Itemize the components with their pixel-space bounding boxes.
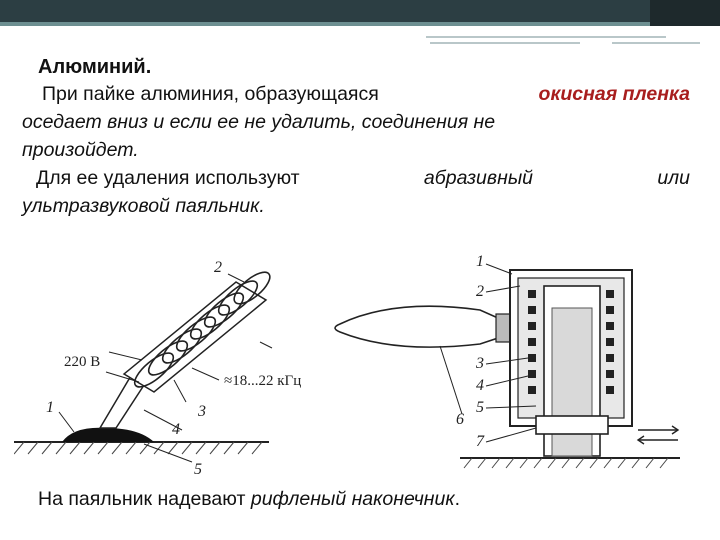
- abrasive-iron-figure: [300, 246, 690, 476]
- part-label-r3: 3: [476, 355, 484, 372]
- slide-title: Алюминий.: [38, 56, 152, 78]
- part-label-3: 3: [198, 403, 206, 420]
- part-label-r7: 7: [476, 433, 484, 450]
- solder-drop: [62, 428, 154, 442]
- tip-flange: [536, 416, 608, 434]
- body-text: [22, 80, 690, 220]
- surface-hatching-right: [464, 458, 668, 468]
- header-corner-block: [650, 0, 720, 26]
- part-label-r2: 2: [476, 283, 484, 300]
- part-label-r6: 6: [456, 411, 464, 428]
- paragraph1-line3: произойдет.: [22, 139, 139, 161]
- paragraph1-lead: При пайке алюминия, образующаяся: [42, 83, 379, 105]
- caption-term: рифленый наконечник: [250, 488, 455, 510]
- part-label-r5: 5: [476, 399, 484, 416]
- paragraph2-term: абразивный: [423, 167, 534, 189]
- part-label-r1: 1: [476, 253, 484, 270]
- frequency-label: ≈18...22 кГц: [224, 373, 302, 389]
- decorative-line: [430, 42, 580, 44]
- header-bar: [0, 0, 720, 22]
- caption: [38, 488, 460, 511]
- highlight-term: окисная пленка: [538, 83, 690, 105]
- caption-lead: На паяльник надевают: [38, 488, 246, 510]
- decorative-line: [426, 36, 666, 38]
- part-label-2: 2: [214, 259, 222, 276]
- paragraph1-line1: [22, 80, 690, 108]
- voltage-label: 220 В: [64, 354, 101, 370]
- handle-neck: [496, 314, 510, 342]
- paragraph2-lead: Для ее удаления используют: [36, 167, 300, 189]
- paragraph2-line1: [22, 164, 690, 192]
- part-label-4: 4: [172, 421, 180, 438]
- part-label-1: 1: [46, 399, 54, 416]
- paragraph1-line2-text: оседает вниз и если ее не удалить, соединения не: [22, 111, 496, 133]
- caption-end: .: [454, 488, 460, 510]
- surface-hatching: [14, 442, 262, 454]
- part-label-r4: 4: [476, 377, 484, 394]
- paragraph2-conj: или: [657, 167, 690, 189]
- paragraph2-line2: ультразвуковой паяльник.: [22, 195, 265, 217]
- decorative-line: [612, 42, 700, 44]
- paragraph1-line2: [22, 108, 690, 136]
- motion-arrows: [638, 426, 678, 444]
- header-accent-stripe: [0, 22, 720, 26]
- part-label-5: 5: [194, 461, 202, 477]
- handle: [335, 306, 498, 347]
